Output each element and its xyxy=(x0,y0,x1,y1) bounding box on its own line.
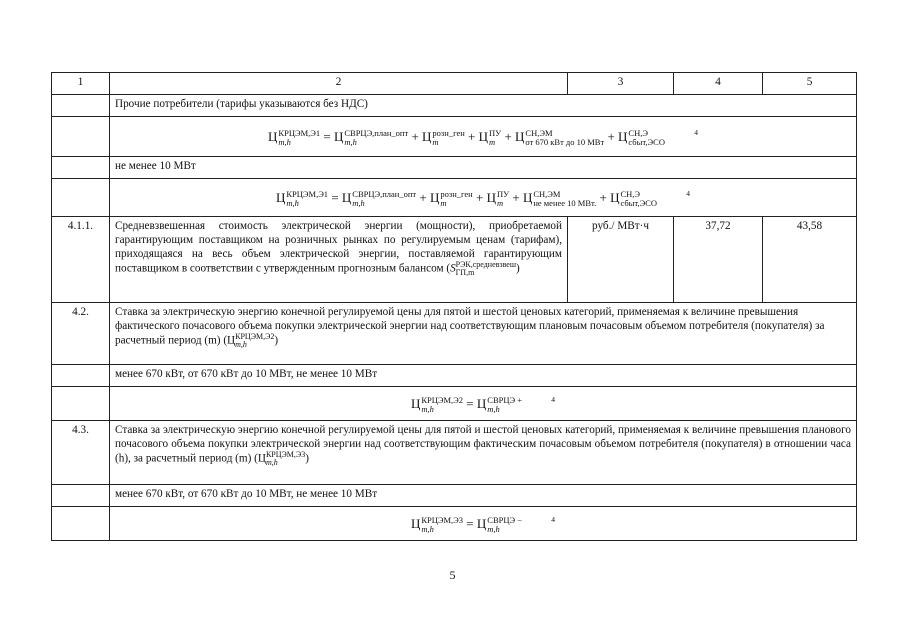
formula-row-3 xyxy=(52,387,857,421)
formula-1: Ц КРЦЭМ,Э1 m,h = Ц СВРЦЭ,план_опт m,h + Ц розн_ген m + Ц ПУ m + Ц СН,ЭМ от 670 кВт до 10 МВт + Ц СН,Э сбыт,ЭСО $^4$ xyxy=(110,117,857,157)
empty-num-cell xyxy=(52,365,110,387)
page-number: 5 xyxy=(449,568,456,582)
row-number: 4.1.1. xyxy=(52,217,110,303)
formula-row-1 xyxy=(52,117,857,157)
formula-3: Ц КРЦЭМ,Э2 m,h = Ц СВРЦЭ + m,h $^4$ xyxy=(110,387,857,421)
value-col5: 43,58 xyxy=(763,217,857,303)
col-header-4: 4 xyxy=(674,73,763,95)
row-4-3 xyxy=(52,421,857,485)
other-consumers-label: Прочие потребители (тарифы указываются без НДС) xyxy=(110,95,857,117)
category-row-r42 xyxy=(52,365,857,387)
col-header-2: 2 xyxy=(110,73,568,95)
empty-num-cell xyxy=(52,179,110,217)
other-consumers-row xyxy=(52,95,857,117)
col-header-3: 3 xyxy=(568,73,674,95)
unit-cell: руб./ МВт·ч xyxy=(568,217,674,303)
row-description: Ставка за электрическую энергию конечной регулируемой цены для пятой и шестой ценовых категорий, применяемая к величине превышения фактического почасового объема покупки электрической энергии над соответствующим плановым почасовым объемом потребителя (покупателя) за расчетный период (m) (Ц КРЦЭМ,Э2 m,h ) xyxy=(110,303,857,365)
formula-4: Ц КРЦЭМ,Э3 m,h = Ц СВРЦЭ − m,h $^4$ xyxy=(110,507,857,541)
col-header-5: 5 xyxy=(763,73,857,95)
value-col4: 37,72 xyxy=(674,217,763,303)
category-label: менее 670 кВт, от 670 кВт до 10 МВт, не менее 10 МВт xyxy=(110,485,857,507)
column-header-row xyxy=(52,73,857,95)
empty-num-cell xyxy=(52,387,110,421)
empty-num-cell xyxy=(52,95,110,117)
formula-row-2 xyxy=(52,179,857,217)
empty-num-cell xyxy=(52,157,110,179)
empty-num-cell xyxy=(52,117,110,157)
empty-num-cell xyxy=(52,507,110,541)
formula-2: Ц КРЦЭМ,Э1 m,h = Ц СВРЦЭ,план_опт m,h + Ц розн_ген m + Ц ПУ m + Ц СН,ЭМ не менее 10 МВт. + Ц СН,Э сбыт,ЭСО $^4$ xyxy=(110,179,857,217)
row-description: Ставка за электрическую энергию конечной регулируемой цены для пятой и шестой ценовых категорий, применяемая к величине превышения планового почасового объема покупки электрической энергии над соответствующим фактическим почасовым объемом потребителя (покупателя) в отношении часа (h), за расчетный период (m) (Ц КРЦЭМ,Э3 m,h ) xyxy=(110,421,857,485)
row-4-1-1 xyxy=(52,217,857,303)
footnote-marker: 4 xyxy=(686,188,691,198)
tariff-table xyxy=(51,72,857,541)
footnote-marker: 4 xyxy=(551,514,556,524)
category-label: менее 670 кВт, от 670 кВт до 10 МВт, не менее 10 МВт xyxy=(110,365,857,387)
category-row-ge10 xyxy=(52,157,857,179)
category-row-r43 xyxy=(52,485,857,507)
row-4-2 xyxy=(52,303,857,365)
category-label: не менее 10 МВт xyxy=(110,157,857,179)
formula-row-4 xyxy=(52,507,857,541)
row-number: 4.3. xyxy=(52,421,110,485)
col-header-1: 1 xyxy=(52,73,110,95)
footnote-marker: 4 xyxy=(551,394,556,404)
empty-num-cell xyxy=(52,485,110,507)
row-number: 4.2. xyxy=(52,303,110,365)
footnote-marker: 4 xyxy=(694,127,698,137)
row-description: Средневзвешенная стоимость электрической энергии (мощности), приобретаемой гарантирующим поставщиком на розничных рынках по регулируемым ценам (тарифам), приходящаяся на весь объем электрической энергии, поставляемой гарантирующим поставщиком в соответствии с утвержденным прогнозным балансом (S РЭК,средневзвеш ГП,m ) xyxy=(110,217,568,303)
